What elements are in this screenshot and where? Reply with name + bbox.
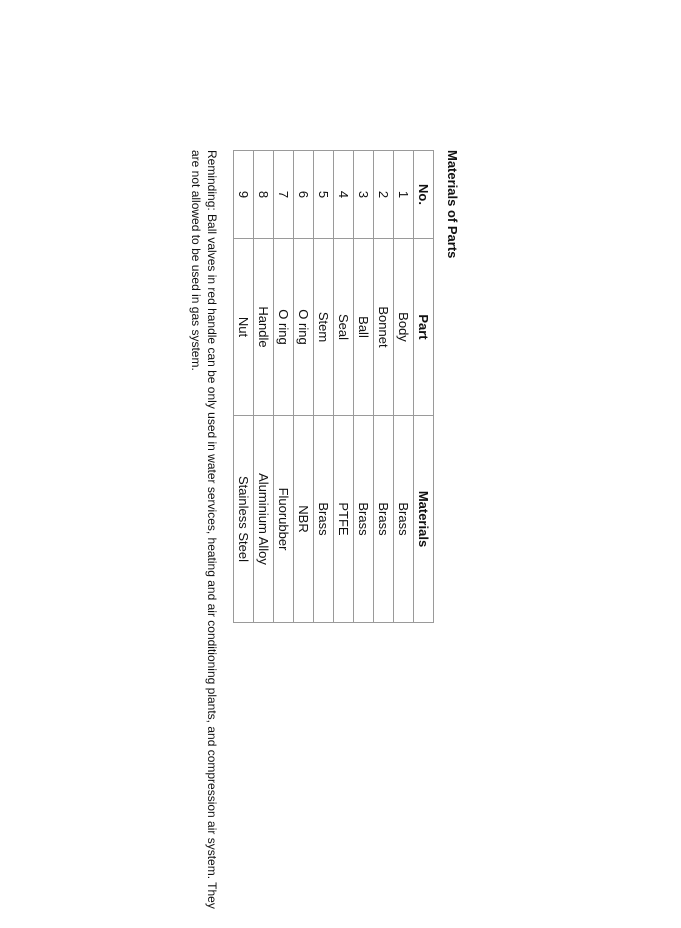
cell-part: O ring [294,239,314,416]
cell-part: Seal [334,239,354,416]
header-part: Part [414,239,434,416]
cell-no: 6 [294,151,314,239]
cell-material: Brass [394,416,414,623]
table-row [274,151,294,623]
table-row [354,151,374,623]
cell-material: Brass [374,416,394,623]
cell-material: Brass [314,416,334,623]
cell-material: Fluorubber [274,416,294,623]
cell-part: O ring [274,239,294,416]
page-title: Materials of Parts [445,150,460,259]
cell-material: NBR [294,416,314,623]
cell-material: Aluminium Alloy [254,416,274,623]
cell-no: 2 [374,151,394,239]
cell-part: Bonnet [374,239,394,416]
table-row [374,151,394,623]
table-row [234,151,254,623]
materials-table [233,150,434,623]
cell-material: PTFE [334,416,354,623]
cell-no: 9 [234,151,254,239]
header-materials: Materials [414,416,434,623]
cell-material: Stainless Steel [234,416,254,623]
rotated-page-content [160,150,460,910]
cell-no: 5 [314,151,334,239]
table-header-row [414,151,434,623]
cell-material: Brass [354,416,374,623]
cell-no: 7 [274,151,294,239]
cell-no: 1 [394,151,414,239]
cell-part: Stem [314,239,334,416]
cell-no: 3 [354,151,374,239]
cell-part: Nut [234,239,254,416]
table-row [254,151,274,623]
cell-no: 4 [334,151,354,239]
reminder-note: Reminding: Ball valves in red handle can be only used in water services, heating and air conditioning plants, and compression air system. They are not allowed to be used in gas system. [189,150,219,909]
table-row [314,151,334,623]
table-row [294,151,314,623]
table-row [394,151,414,623]
table-row [334,151,354,623]
cell-no: 8 [254,151,274,239]
cell-part: Ball [354,239,374,416]
cell-part: Body [394,239,414,416]
cell-part: Handle [254,239,274,416]
header-no: No. [414,151,434,239]
